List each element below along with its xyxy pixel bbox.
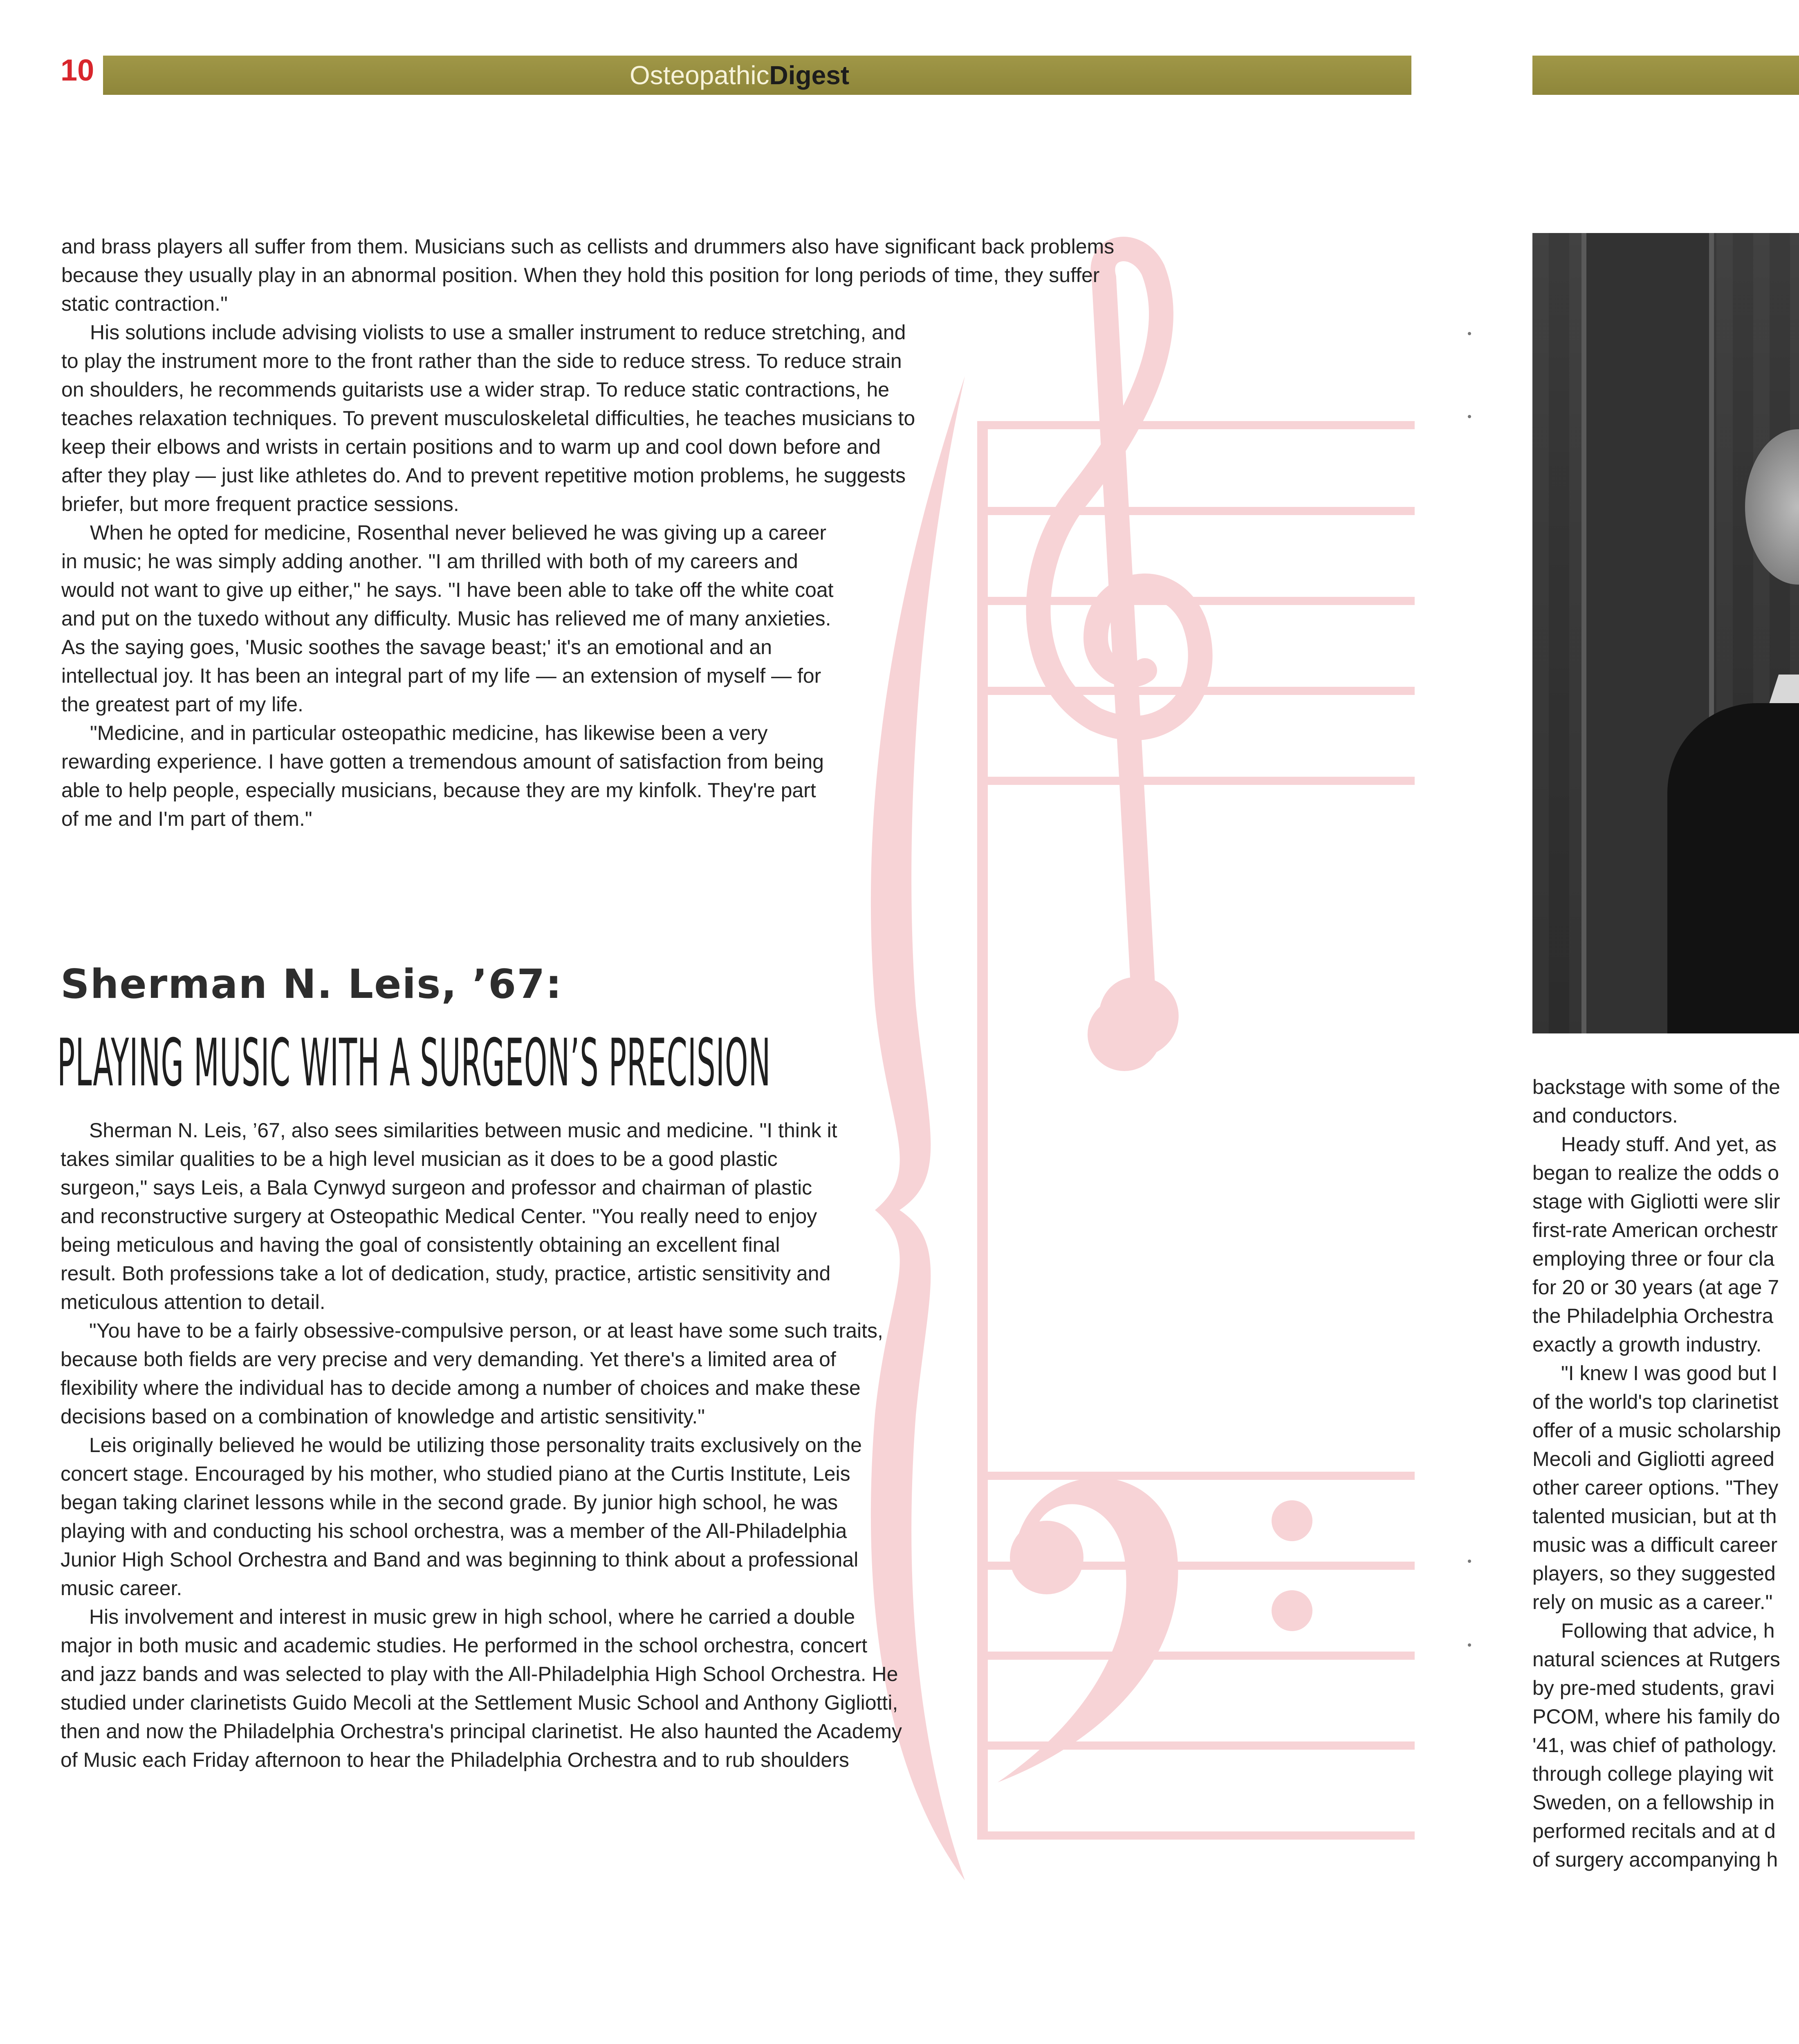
column-line: of surgery accompanying h (1532, 1848, 1778, 1871)
paragraph: His involvement and interest in music grew in high school, where he carried a double major in both music and academic studies. He performed in the school orchestra, concert and jazz bands and was selected to play with the All-Philadelphia High School Orchestra. He studied under clarinetists Guido Mecoli at the Settlement Music School and Anthony Gigliotti, then and now the Philadelphia Orchestra's principal clarinetist. He also haunted the Academy of Music each Friday afternoon to hear the Philadelphia Orchestra and to rub shoulders (61, 1605, 902, 1771)
column-line: exactly a growth industry. (1532, 1333, 1762, 1356)
section-subheading: PLAYING MUSIC WITH A SURGEON’S PRECISION (57, 1024, 771, 1101)
paragraph: When he opted for medicine, Rosenthal never believed he was giving up a career in music; he was simply adding another. "I am thrilled with both of my careers and would not want to give up either," he says. "I have been able to take off the white coat and put on the tuxedo without any difficulty. Music has relieved me of many anxieties. As the saying goes, 'Music soothes the savage beast;' it's an emotional and an intellectual joy. It has been an integral part of my life — an extension of myself — for the greatest part of my life. (61, 521, 834, 716)
scan-speck (1468, 1643, 1471, 1647)
column-line: for 20 or 30 years (at age 7 (1532, 1276, 1779, 1299)
paragraph: His solutions include advising violists to use a smaller instrument to reduce stretching, and to play the instrument more to the front rather than the side to reduce stress. To reduce strain on shoulders, he recommends guitarists use a wider strap. To reduce static contractions, he teaches relaxation techniques. To prevent musculoskeletal difficulties, he teaches musicians to keep their elbows and wrists in certain positions and to warm up and cool down before and after they play — just like athletes do. And to prevent repetitive motion problems, he suggests briefer, but more frequent practice sessions. (61, 321, 915, 515)
column-line: offer of a music scholarship (1532, 1419, 1781, 1442)
bass-clef-icon (998, 1478, 1312, 1782)
column-line: performed recitals and at d (1532, 1820, 1776, 1842)
column-line: other career options. "They (1532, 1476, 1779, 1499)
page-number: 10 (61, 53, 94, 87)
column-line: through college playing wit (1532, 1762, 1774, 1785)
header-band-right-page (1532, 56, 1799, 95)
column-line: Sweden, on a fellowship in (1532, 1791, 1775, 1814)
paragraph: Sherman N. Leis, ’67, also sees similarities between music and medicine. "I think it takes similar qualities to be a high level musician as it does to be a good plastic surgeon," says Leis, a Bala Cynwyd surgeon and professor and chairman of plastic and reconstructive surgery at Osteopathic Medical Center. "You really need to enjoy being meticulous and having the goal of consistently obtaining an excellent final result. Both professions take a lot of dedication, study, practice, artistic sensitivity and meticulous attention to detail. (61, 1119, 837, 1313)
scan-speck (1468, 332, 1471, 335)
scan-speck (1468, 415, 1471, 418)
column-line: talented musician, but at th (1532, 1505, 1777, 1528)
column-line: music was a difficult career (1532, 1533, 1778, 1556)
column-line: "I knew I was good but I (1561, 1362, 1778, 1385)
section-heading: Sherman N. Leis, ’67: (61, 961, 563, 1008)
masthead (630, 56, 916, 95)
column-line: Following that advice, h (1561, 1619, 1775, 1642)
column-line: natural sciences at Rutgers (1532, 1648, 1780, 1671)
portrait-photo (1532, 233, 1799, 1033)
column-line: players, so they suggested (1532, 1562, 1776, 1585)
column-line: backstage with some of the (1532, 1076, 1780, 1098)
column-line: and conductors. (1532, 1104, 1678, 1127)
column-line: '41, was chief of pathology. (1532, 1734, 1777, 1757)
column-line: of the world's top clarinetist (1532, 1390, 1779, 1413)
column-line: the Philadelphia Orchestra (1532, 1304, 1774, 1327)
paragraph: Leis originally believed he would be utilizing those personality traits exclusively on the concert stage. Encouraged by his mother, who studied piano at the Curtis Institute, Leis began taking clarinet lessons while in the second grade. By junior high school, he was playing with and conducting his school orchestra, was a member of the All-Philadelphia Junior High School Orchestra and Band and was beginning to think about a professional music career. (61, 1434, 862, 1600)
column-line: Mecoli and Gigliotti agreed (1532, 1448, 1774, 1470)
column-line: Heady stuff. And yet, as (1561, 1133, 1777, 1156)
column-line: stage with Gigliotti were slir (1532, 1190, 1780, 1213)
masthead-bold: Digest (769, 61, 850, 90)
column-line: first-rate American orchestr (1532, 1219, 1778, 1242)
column-line: PCOM, where his family do (1532, 1705, 1780, 1728)
scan-speck (1468, 1560, 1471, 1563)
masthead-light: Osteopathic (630, 61, 769, 90)
paragraph: "Medicine, and in particular osteopathic medicine, has likewise been a very rewarding experience. I have gotten a tremendous amount of satisfaction from being able to help people, especially musicians, because they are my kinfolk. They're part of me and I'm part of them." (61, 722, 824, 830)
column-line: employing three or four cla (1532, 1247, 1774, 1270)
right-page-column (1532, 1073, 1799, 1923)
section-body (61, 1116, 903, 1774)
photo-person-suit (1667, 703, 1799, 1033)
paragraph: and brass players all suffer from them. Musicians such as cellists and drummers also have significant back problems because they usually play in an abnormal position. When they hold this position for long periods of time, they suffer static contraction." (61, 235, 1115, 315)
column-line: rely on music as a career." (1532, 1591, 1773, 1614)
column-line: by pre-med students, gravi (1532, 1676, 1774, 1699)
column-line: began to realize the odds o (1532, 1161, 1779, 1184)
article-continued (61, 232, 1149, 833)
paragraph: "You have to be a fairly obsessive-compulsive person, or at least have some such traits, because both fields are very precise and very demanding. Yet there's a limited area of flexibility where the individual has to decide among a number of choices and make these decisions based on a combination of knowledge and artistic sensitivity." (61, 1319, 883, 1428)
